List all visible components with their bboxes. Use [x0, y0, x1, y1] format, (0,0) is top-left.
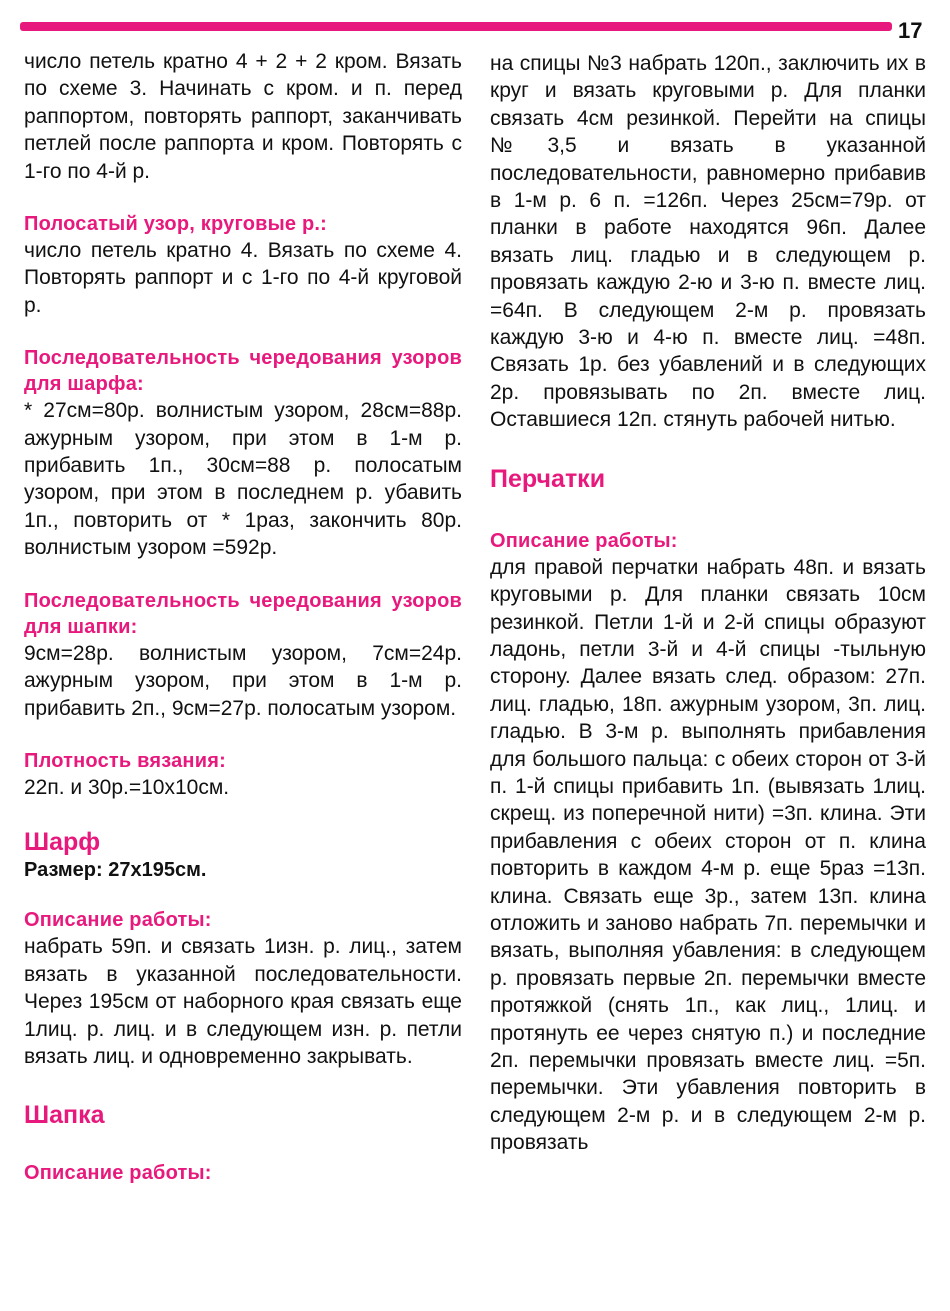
right-column: [490, 50, 926, 1157]
hat-work-heading: Описание работы:: [24, 1162, 212, 1185]
hat-sequence-text: 9см=28р. волнистым узором, 7см=24р. ажурным узором, при этом в 1-м р. прибавить 2п., 9см=27р. полосатым узором.: [24, 641, 462, 720]
density-heading: Плотность вязания:: [24, 749, 226, 772]
scarf-size: Размер: 27х195см.: [24, 859, 207, 882]
hat-work-text: на спицы №3 набрать 120п., заключить их в круг и вязать круговыми р. Для планки связать 4см резинкой. Перейти на спицы №3,5 и вязать в указанной последовательности, равномерно прибавив в 1-м р. 6 п. =126п. Через 25см=79р. от планки в работе находятся 96п. Далее вязать лиц. гладью и в следующем р. провязать каждую 2-ю и 3-ю п. вместе лиц. =64п. В следующем 2-м р. провязать каждую 3-ю и 4-ю п. вместе лиц. =48п. Связать 1р. без убавлений и в следующих 2р. провязывать по 2п. вместе лиц. Оставшиеся 12п. стянуть рабочей нитью.: [490, 52, 926, 432]
density-text: 22п. и 30р.=10х10см.: [24, 775, 230, 799]
striped-pattern-text: число петель кратно 4. Вязать по схеме 4. Повторять раппорт и с 1-го по 4-й круговой р.: [24, 239, 462, 317]
hat-title: Шапка: [24, 1101, 105, 1130]
intro-paragraph: число петель кратно 4 + 2 + 2 кром. Вязать по схеме 3. Начинать с кром. и п. перед раппортом, повторять раппорт, заканчивать петлей после раппорта и кром. Повторять с 1-го по 4-й р.: [24, 50, 462, 183]
striped-pattern-heading: Полосатый узор, круговые р.:: [24, 213, 328, 236]
gloves-title: Перчатки: [490, 464, 606, 493]
gloves-work-heading: Описание работы:: [490, 529, 678, 552]
scarf-sequence-heading: Последовательность чередования узоров для шарфа:: [24, 347, 462, 396]
scarf-sequence-text: * 27см=80р. волнистым узором, 28см=88р. ажурным узором, при этом в 1-м р. прибавить 1п., 30см=88 р. полосатым узором, при этом в последнем р. убавить 1п., повторить от * 1раз, закончить 80р. волнистым узором =592р.: [24, 399, 462, 560]
hat-sequence-heading: Последовательность чередования узоров для шапки:: [24, 589, 462, 638]
left-column: [24, 48, 462, 1186]
scarf-work-text: набрать 59п. и связать 1изн. р. лиц., затем вязать в указанной последовательности. Через 195см от наборного края связать еще 1лиц. р. лиц. и в следующем изн. р. петли вязать лиц. и одновременно закрывать.: [24, 935, 462, 1068]
page-number: 17: [898, 18, 923, 43]
gloves-work-text: для правой перчатки набрать 48п. и вязать круговыми р. Для планки связать 10см резинкой. Петли 1-й и 2-й спицы образуют ладонь, петли 3-й и 4-й спицы -тыльную сторону. Далее вязать след. образом: 27п. лиц. гладью, 18п. ажурным узором, 3п. лиц. гладью. В 3-м р. выполнять прибавления для большого пальца: с обеих сторон от 3-й п. 1-й спицы прибавить 1п. (вывязать 1лиц. скрещ. из поперечной нити) =3п. клина. Эти прибавления с обеих сторон от п. клина повторить в каждом 4-м р. еще 5раз =13п. клина. Связать еще 3р., затем 13п. клина отложить и заново набрать 7п. перемычки и вязать, выполняя убавления: в следующем р. провязать первые 2п. перемычки вместе протяжкой (снять 1п., как лиц., 1лиц. и протянуть ее через снятую п.) и последние 2п. перемычки провязать вместе лиц. =5п. перемычки. Эти убавления повторить в следующем 2-м р. и в следующем 2-м р. провязать: [490, 555, 926, 1155]
scarf-title: Шарф: [24, 828, 101, 857]
scarf-work-heading: Описание работы:: [24, 909, 212, 932]
top-magenta-rule: [20, 22, 892, 31]
